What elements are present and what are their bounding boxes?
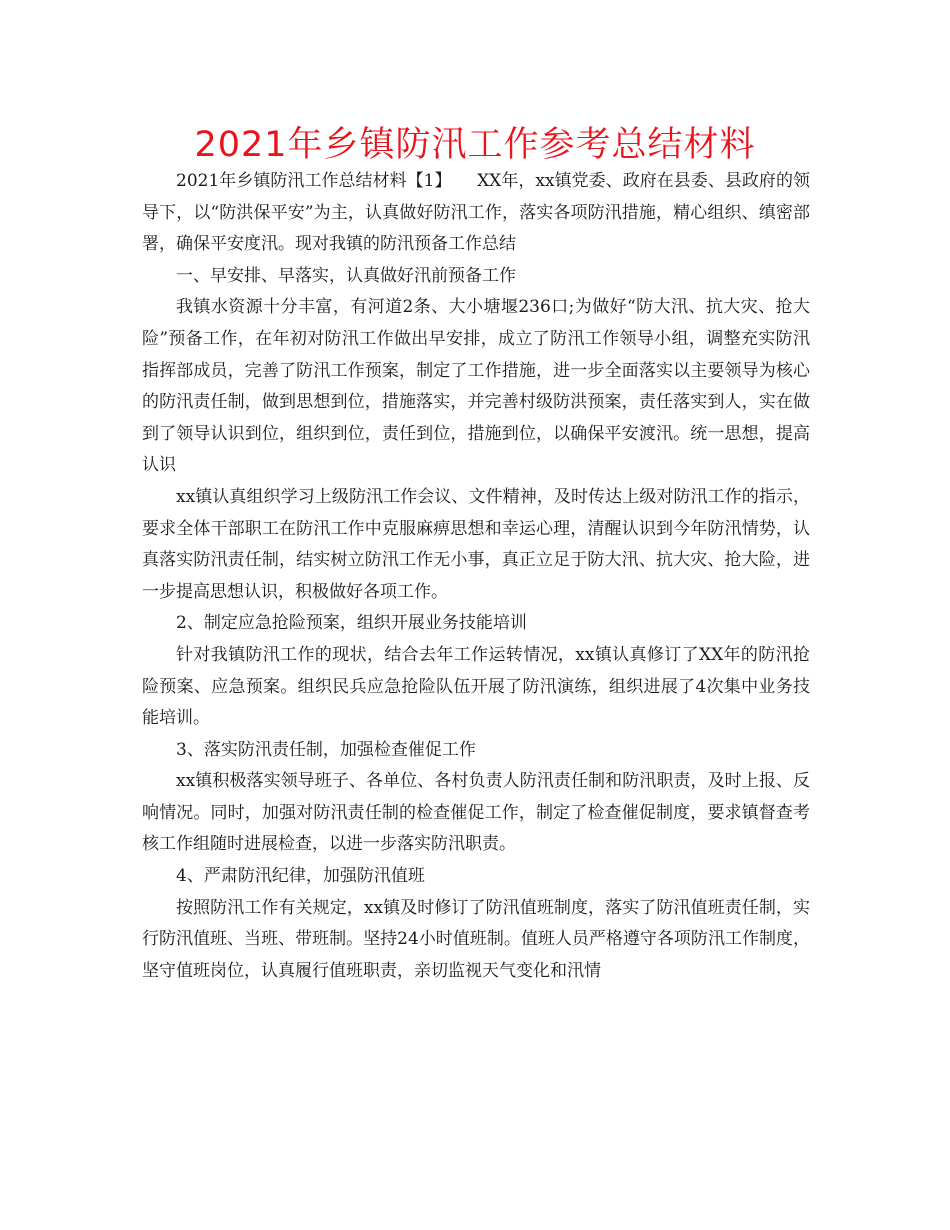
section-heading-1: 一、早安排、早落实，认真做好汛前预备工作 bbox=[176, 265, 516, 286]
paragraph-study-spirit: xx镇认真组织学习上级防汛工作会议、文件精神，及时传达上级对防汛工作的指示，要求全体干部职工在防汛工作中克服麻痹思想和幸运心理，清醒认识到今年防汛情势，认真落实防汛责任制，结实树立防汛工作无小事，真正立足于防大汛、抗大灾、抢大险，进一步提高思想认识，积极做好各项工作。 bbox=[142, 486, 810, 602]
section-heading-2: 2、制定应急抢险预案，组织开展业务技能培训 bbox=[176, 613, 527, 634]
paragraph-duty-system: 按照防汛工作有关规定，xx镇及时修订了防汛值班制度，落实了防汛值班责任制，实行防汛值班、当班、带班制。坚持24小时值班制。值班人员严格遵守各项防汛工作制度，坚守值班岗位，认真履行值班职责，亲切监视天气变化和汛情 bbox=[142, 897, 810, 981]
section-heading-3: 3、落实防汛责任制，加强检查催促工作 bbox=[176, 739, 476, 760]
document-body bbox=[142, 166, 810, 987]
section-heading-4: 4、严肃防汛纪律，加强防汛值班 bbox=[176, 866, 425, 887]
paragraph-intro: 2021年乡镇防汛工作总结材料【1】 XX年，xx镇党委、政府在县委、县政府的领导下，以“防洪保平安”为主，认真做好防汛工作，落实各项防汛措施，精心组织、缜密部署，确保平安度汛。现对我镇的防汛预备工作总结 bbox=[142, 171, 810, 255]
paragraph-emergency-plan: 针对我镇防汛工作的现状，结合去年工作运转情况，xx镇认真修订了XX年的防汛抢险预案、应急预案。组织民兵应急抢险队伍开展了防汛演练，组织进展了4次集中业务技能培训。 bbox=[142, 644, 810, 729]
paragraph-early-planning: 我镇水资源十分丰富，有河道2条、大小塘堰236口;为做好“防大汛、抗大灾、抢大险”预备工作，在年初对防汛工作做出早安排，成立了防汛工作领导小组，调整充实防汛指挥部成员，完善了防汛工作预案，制定了工作措施，进一步全面落实以主要领导为核心的防汛责任制，做到思想到位，措施落实，并完善村级防洪预案，责任落实到人，实在做到了领导认识到位，组织到位，责任到位，措施到位，以确保平安渡汛。统一思想，提高认识 bbox=[142, 297, 810, 476]
paragraph-responsibility: xx镇积极落实领导班子、各单位、各村负责人防汛责任制和防汛职责，及时上报、反响情况。同时，加强对防汛责任制的检查催促工作，制定了检查催促制度，要求镇督查考核工作组随时进展检查，以进一步落实防汛职责。 bbox=[142, 771, 810, 855]
document-title: 2021年乡镇防汛工作参考总结材料 bbox=[194, 125, 756, 165]
